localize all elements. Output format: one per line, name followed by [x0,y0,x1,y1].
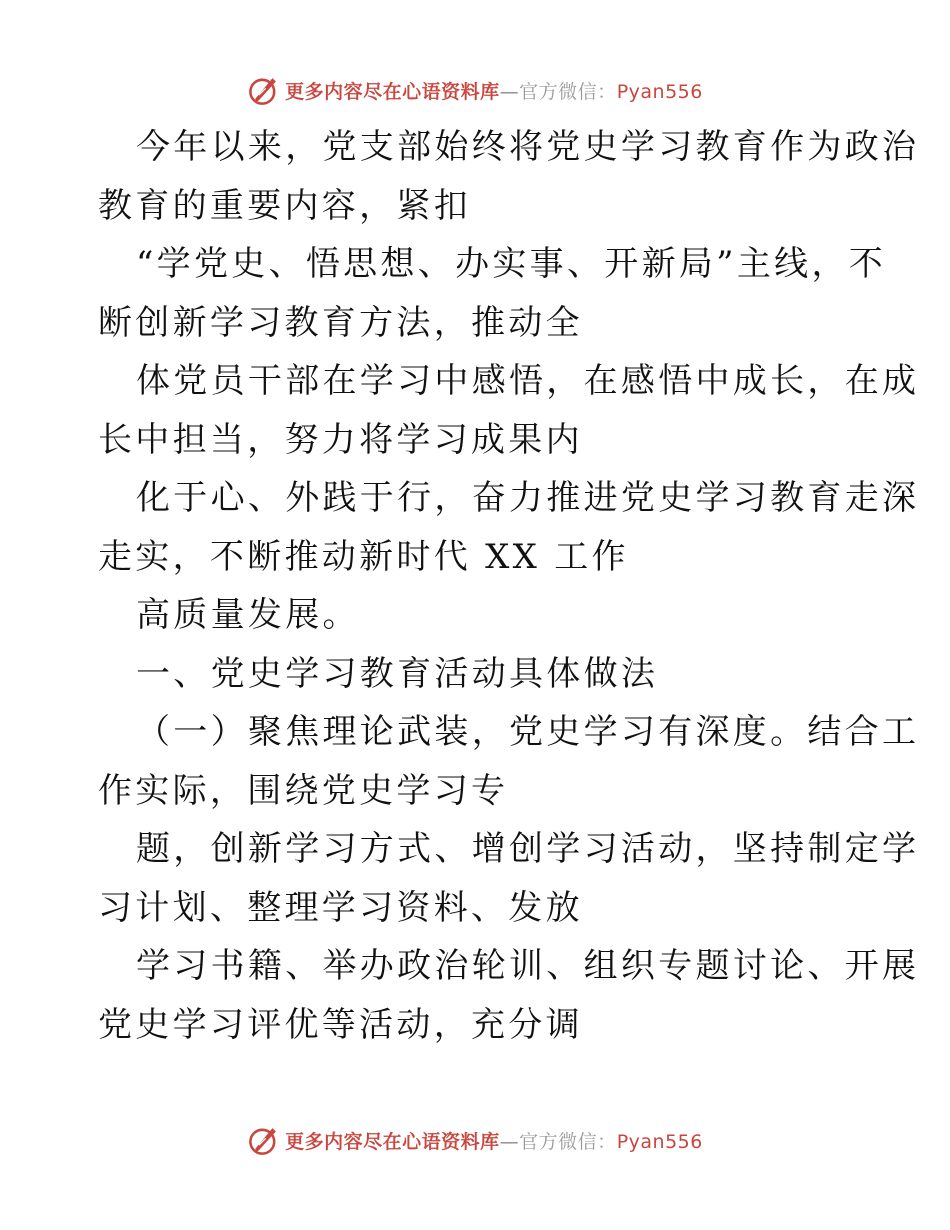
header-watermark [0,70,950,110]
text-line: 学习书籍、举办政治轮训、组织专题讨论、开展 [136,946,920,986]
text-line: 今年以来，党支部始终将党史学习教育作为政治 [136,127,920,167]
feather-pen-logo-icon [247,73,281,107]
text-line: 长中担当，努力将学习成果内 [98,419,583,460]
section-heading: 一、党史学习教育活动具体做法 [136,653,659,694]
watermark-dash: — [499,80,520,103]
document-body [98,118,920,1054]
watermark-wechat-label: 官方微信： [519,80,617,103]
text-line: （一）聚焦理论武装，党史学习有深度。结合工 [136,712,920,752]
watermark-wechat-handle: Pyan556 [616,1130,703,1153]
text-line: 体党员干部在学习中感悟，在感悟中成长，在成 [136,361,920,401]
watermark-text [285,77,703,104]
watermark-main-text: 更多内容尽在心语资料库 [285,1130,500,1153]
text-line: “学党史、悟思想、办实事、开新局”主线，不 [136,244,887,284]
text-line: 教育的重要内容，紧扣 [98,185,471,226]
text-line: 断创新学习教育方法，推动全 [98,302,583,343]
text-line: 化于心、外践于行，奋力推进党史学习教育走深 [136,478,920,518]
text-line: 题，创新学习方式、增创学习活动，坚持制定学 [136,829,920,869]
watermark-dash: — [499,1130,520,1153]
text-line: 党史学习评优等活动，充分调 [98,1004,583,1045]
text-line: 高质量发展。 [136,595,360,635]
watermark-wechat-handle: Pyan556 [616,80,703,103]
watermark-wechat-label: 官方微信： [519,1130,617,1153]
feather-pen-logo-icon [247,1123,281,1157]
footer-watermark [0,1120,950,1160]
text-line: 习计划、整理学习资料、发放 [98,887,583,928]
watermark-main-text: 更多内容尽在心语资料库 [285,80,500,103]
text-line: 作实际，围绕党史学习专 [98,770,509,811]
text-line: 走实，不断推动新时代 XX 工作 [98,536,629,577]
watermark-text [285,1127,703,1154]
